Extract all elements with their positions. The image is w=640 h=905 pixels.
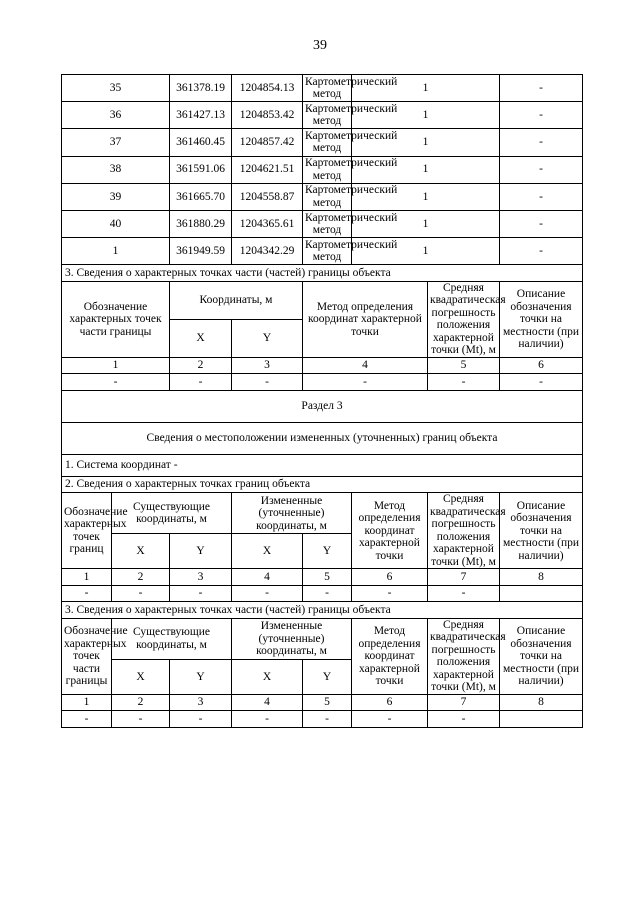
header-changed-x: X bbox=[232, 659, 303, 694]
point-description: - bbox=[500, 129, 583, 156]
cell: - bbox=[232, 585, 303, 602]
boundary-header-row-1 bbox=[62, 493, 583, 534]
cell: 5 bbox=[303, 569, 352, 586]
point-accuracy: 1 bbox=[352, 183, 500, 210]
header-accuracy: Средняя квадратическая погрешность положения характерной точки (Mt), м bbox=[428, 493, 500, 569]
cell: - bbox=[62, 711, 112, 728]
header-accuracy: Средняя квадратическая погрешность положения характерной точки (Mt), м bbox=[428, 281, 500, 357]
header-changed-y: Y bbox=[303, 534, 352, 569]
cell: - bbox=[62, 374, 170, 391]
boundary-title-row bbox=[62, 476, 583, 493]
header-description: Описание обозначения точки на местности (при наличии) bbox=[500, 493, 583, 569]
point-method: Картометрический метод bbox=[303, 210, 352, 237]
point-y: 1204853.42 bbox=[232, 102, 303, 129]
cell: - bbox=[170, 374, 232, 391]
header-existing-x: X bbox=[112, 534, 170, 569]
cell: 6 bbox=[352, 569, 428, 586]
part-section-1-title: 3. Сведения о характерных точках части (частей) границы объекта bbox=[62, 265, 583, 282]
point-method: Картометрический метод bbox=[303, 75, 352, 102]
cell: - bbox=[170, 585, 232, 602]
cell: - bbox=[170, 711, 232, 728]
cell: 7 bbox=[428, 694, 500, 711]
cell: 1 bbox=[62, 694, 112, 711]
cell: - bbox=[62, 585, 112, 602]
point-y: 1204365.61 bbox=[232, 210, 303, 237]
cell: 2 bbox=[170, 357, 232, 374]
point-y: 1204854.13 bbox=[232, 75, 303, 102]
header-designation: Обозначение характерных точек границ bbox=[62, 493, 112, 569]
cell: 5 bbox=[428, 357, 500, 374]
cell: 2 bbox=[112, 569, 170, 586]
point-description: - bbox=[500, 75, 583, 102]
point-accuracy: 1 bbox=[352, 75, 500, 102]
header-coords: Координаты, м bbox=[170, 281, 303, 319]
point-y: 1204342.29 bbox=[232, 238, 303, 265]
cell: - bbox=[112, 711, 170, 728]
point-number: 38 bbox=[62, 156, 170, 183]
point-x: 361880.29 bbox=[170, 210, 232, 237]
cell: - bbox=[303, 374, 428, 391]
cell: - bbox=[428, 711, 500, 728]
cell: 4 bbox=[232, 694, 303, 711]
cell: 8 bbox=[500, 694, 583, 711]
part-section-2-title-row bbox=[62, 602, 583, 619]
cell: - bbox=[232, 374, 303, 391]
cell: 1 bbox=[62, 357, 170, 374]
point-accuracy: 1 bbox=[352, 156, 500, 183]
point-row bbox=[62, 238, 583, 265]
point-number: 36 bbox=[62, 102, 170, 129]
header-method: Метод определения координат характерной точки bbox=[352, 618, 428, 694]
cell: 8 bbox=[500, 569, 583, 586]
cell: - bbox=[232, 711, 303, 728]
point-accuracy: 1 bbox=[352, 238, 500, 265]
cell: - bbox=[428, 374, 500, 391]
header-y: Y bbox=[232, 319, 303, 357]
cell bbox=[500, 585, 583, 602]
point-number: 40 bbox=[62, 210, 170, 237]
part-section-2-numbers-row bbox=[62, 694, 583, 711]
boundary-title: 2. Сведения о характерных точках границ объекта bbox=[62, 476, 583, 493]
point-number: 39 bbox=[62, 183, 170, 210]
point-x: 361460.45 bbox=[170, 129, 232, 156]
header-existing-y: Y bbox=[170, 659, 232, 694]
cell: - bbox=[112, 585, 170, 602]
cell: 5 bbox=[303, 694, 352, 711]
point-accuracy: 1 bbox=[352, 102, 500, 129]
header-changed-y: Y bbox=[303, 659, 352, 694]
cell bbox=[500, 711, 583, 728]
point-accuracy: 1 bbox=[352, 210, 500, 237]
header-designation: Обозначение характерных точек части границы bbox=[62, 618, 112, 694]
part-section-1-empty-row bbox=[62, 374, 583, 391]
point-row bbox=[62, 183, 583, 210]
section3-subtitle: Сведения о местоположении измененных (уточненных) границ объекта bbox=[62, 422, 583, 454]
boundary-numbers-row bbox=[62, 569, 583, 586]
point-method: Картометрический метод bbox=[303, 183, 352, 210]
header-existing-y: Y bbox=[170, 534, 232, 569]
cell: - bbox=[428, 585, 500, 602]
point-row bbox=[62, 210, 583, 237]
point-row bbox=[62, 156, 583, 183]
header-designation: Обозначение характерных точек части границы bbox=[62, 281, 170, 357]
part-section-2-header-row-1 bbox=[62, 618, 583, 659]
section3-title: Раздел 3 bbox=[62, 390, 583, 422]
header-existing: Существующие координаты, м bbox=[112, 618, 232, 659]
point-number: 37 bbox=[62, 129, 170, 156]
part-section-2-title: 3. Сведения о характерных точках части (частей) границы объекта bbox=[62, 602, 583, 619]
cell: 2 bbox=[112, 694, 170, 711]
point-row bbox=[62, 129, 583, 156]
cell: 3 bbox=[232, 357, 303, 374]
header-x: X bbox=[170, 319, 232, 357]
cell: 6 bbox=[500, 357, 583, 374]
cell: - bbox=[352, 585, 428, 602]
cell: - bbox=[352, 711, 428, 728]
cell: 7 bbox=[428, 569, 500, 586]
point-description: - bbox=[500, 156, 583, 183]
cell: 4 bbox=[303, 357, 428, 374]
point-description: - bbox=[500, 210, 583, 237]
cell: 3 bbox=[170, 569, 232, 586]
point-method: Картометрический метод bbox=[303, 238, 352, 265]
point-y: 1204857.42 bbox=[232, 129, 303, 156]
point-y: 1204558.87 bbox=[232, 183, 303, 210]
point-x: 361427.13 bbox=[170, 102, 232, 129]
point-row bbox=[62, 75, 583, 102]
section3-title-row bbox=[62, 390, 583, 422]
part-section-1-header-row-1 bbox=[62, 281, 583, 319]
point-description: - bbox=[500, 102, 583, 129]
point-row bbox=[62, 102, 583, 129]
header-existing-x: X bbox=[112, 659, 170, 694]
part-section-1-title-row bbox=[62, 265, 583, 282]
point-description: - bbox=[500, 183, 583, 210]
header-method: Метод определения координат характерной точки bbox=[303, 281, 428, 357]
cell: 4 bbox=[232, 569, 303, 586]
section3-subtitle-row bbox=[62, 422, 583, 454]
cell: - bbox=[500, 374, 583, 391]
point-method: Картометрический метод bbox=[303, 156, 352, 183]
part-section-2-empty-row bbox=[62, 711, 583, 728]
point-x: 361949.59 bbox=[170, 238, 232, 265]
part-section-1-numbers-row bbox=[62, 357, 583, 374]
page-number: 39 bbox=[313, 38, 327, 53]
header-existing: Существующие координаты, м bbox=[112, 493, 232, 534]
points-body bbox=[62, 75, 583, 265]
header-description: Описание обозначения точки на местности (при наличии) bbox=[500, 618, 583, 694]
coord-system-row bbox=[62, 454, 583, 476]
cell: - bbox=[303, 711, 352, 728]
point-number: 35 bbox=[62, 75, 170, 102]
cell: 1 bbox=[62, 569, 112, 586]
header-changed: Измененные (уточненные) координаты, м bbox=[232, 618, 352, 659]
header-method: Метод определения координат характерной точки bbox=[352, 493, 428, 569]
point-accuracy: 1 bbox=[352, 129, 500, 156]
point-number: 1 bbox=[62, 238, 170, 265]
cell: - bbox=[303, 585, 352, 602]
point-method: Картометрический метод bbox=[303, 129, 352, 156]
point-method: Картометрический метод bbox=[303, 102, 352, 129]
cell: 6 bbox=[352, 694, 428, 711]
point-x: 361665.70 bbox=[170, 183, 232, 210]
point-x: 361378.19 bbox=[170, 75, 232, 102]
coord-system: 1. Система координат - bbox=[62, 454, 583, 476]
header-changed: Измененные (уточненные) координаты, м bbox=[232, 493, 352, 534]
cell: 3 bbox=[170, 694, 232, 711]
header-accuracy: Средняя квадратическая погрешность положения характерной точки (Mt), м bbox=[428, 618, 500, 694]
point-y: 1204621.51 bbox=[232, 156, 303, 183]
header-changed-x: X bbox=[232, 534, 303, 569]
point-x: 361591.06 bbox=[170, 156, 232, 183]
boundary-empty-row bbox=[62, 585, 583, 602]
boundary-points-table bbox=[61, 74, 583, 728]
header-description: Описание обозначения точки на местности (при наличии) bbox=[500, 281, 583, 357]
point-description: - bbox=[500, 238, 583, 265]
